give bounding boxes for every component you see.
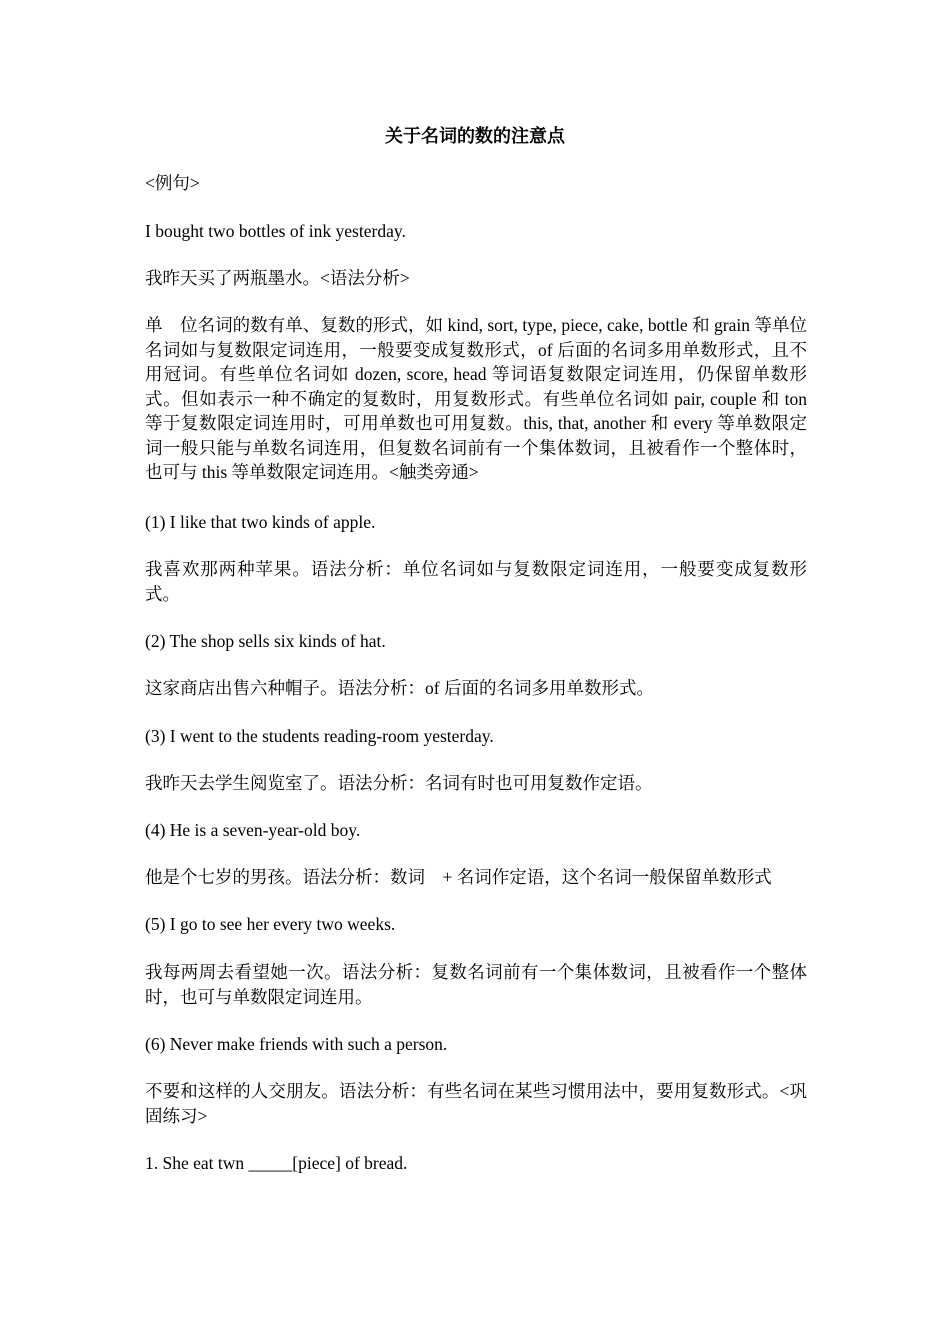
paragraph-example-2: (2) The shop sells six kinds of hat. [145, 631, 386, 651]
paragraph-grammar-analysis: 单 位名词的数有单、复数的形式，如 kind, sort, type, piece, cake, bottle 和 grain 等单位名词如与复数限定词连用，一般要变成复数形式，of 后面的名词多用单数形式，且不用冠词。有些单位名词如 dozen, score, head 等词语复数限定词连用，仍保留单数形式。但如表示一种不确定的复数时，用复数形式。有些单位名词如 pair, couple 和 ton 等于复数限定词连用时，可用单数也可用复数。this, that, another 和 every 等单数限定词一般只能与单数名词连用，但复数名词前有一个集体数词，且被看作一个整体时，也可与 this 等单数限定词连用。<触类旁通> [145, 315, 807, 482]
paragraph-example-1-analysis: 我喜欢那两种苹果。语法分析：单位名词如与复数限定词连用，一般要变成复数形式。 [145, 559, 807, 604]
paragraph-example-translation: 我昨天买了两瓶墨水。<语法分析> [145, 268, 410, 288]
paragraph-example-5-analysis: 我每两周去看望她一次。语法分析：复数名词前有一个集体数词，且被看作一个整体时，也可与单数限定词连用。 [145, 962, 807, 1007]
paragraph-example-1: (1) I like that two kinds of apple. [145, 512, 376, 532]
paragraph-example-6: (6) Never make friends with such a person. [145, 1034, 448, 1054]
paragraph-example-4-analysis: 他是个七岁的男孩。语法分析：数词 + 名词作定语，这个名词一般保留单数形式 [145, 867, 772, 887]
paragraph-example-4: (4) He is a seven-year-old boy. [145, 820, 361, 840]
paragraph-example-heading: <例句> [145, 173, 200, 193]
paragraph-example-3: (3) I went to the students reading-room yesterday. [145, 726, 494, 746]
paragraph-example-2-analysis: 这家商店出售六种帽子。语法分析：of 后面的名词多用单数形式。 [145, 678, 654, 698]
document-title: 关于名词的数的注意点 [385, 126, 565, 146]
paragraph-example-5: (5) I go to see her every two weeks. [145, 914, 396, 934]
paragraph-example-6-analysis: 不要和这样的人交朋友。语法分析：有些名词在某些习惯用法中，要用复数形式。<巩固练习> [145, 1081, 807, 1126]
paragraph-example-3-analysis: 我昨天去学生阅览室了。语法分析：名词有时也可用复数作定语。 [145, 773, 653, 793]
paragraph-example-sentence: I bought two bottles of ink yesterday. [145, 221, 406, 241]
paragraph-exercise-1: 1. She eat twn _____[piece] of bread. [145, 1153, 408, 1173]
